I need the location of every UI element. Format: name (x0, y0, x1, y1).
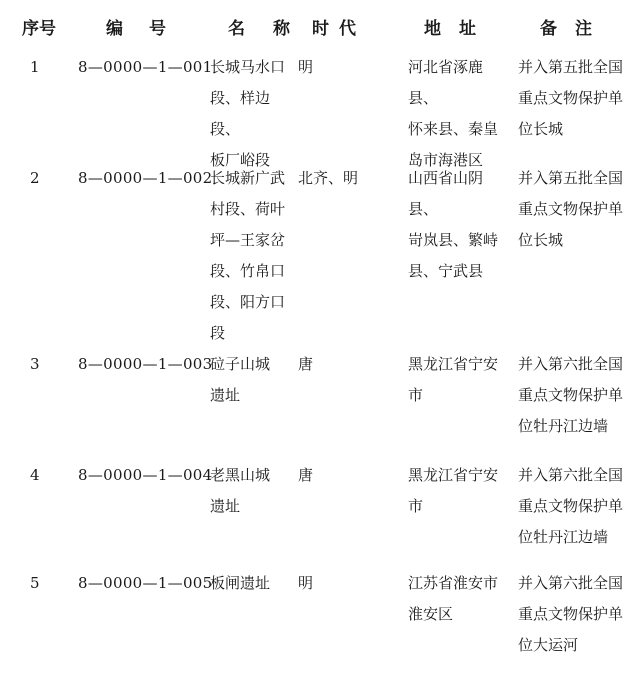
header-note (540, 14, 592, 39)
header-code-char-1: 编 (106, 19, 123, 39)
cell-location: 黑龙江省宁安市 (408, 355, 499, 404)
cell-location: 河北省涿鹿县、 怀来县、秦皇 岛市海港区 (408, 58, 499, 169)
header-era-char-2: 代 (339, 19, 356, 39)
cell-location: 黑龙江省宁安市 (408, 466, 499, 515)
cell-name: 砬子山城 遗址 (210, 355, 271, 404)
cell-code: 8—0000—1—003 (78, 355, 213, 373)
header-location-char-1: 地 (424, 19, 441, 39)
cell-code: 8—0000—1—004 (78, 466, 213, 484)
cell-name: 长城马水口 段、样边段、 板厂峪段 (210, 58, 286, 169)
cell-location: 山西省山阴县、 岢岚县、繁峙 县、宁武县 (408, 169, 499, 280)
header-location (424, 14, 476, 39)
header-seq-char-2: 号 (39, 19, 56, 39)
header-name-char-1: 名 (228, 19, 245, 39)
table-row (0, 52, 640, 169)
table-row (0, 460, 640, 568)
header-code (106, 14, 166, 39)
cell-era: 唐 (298, 355, 314, 373)
cell-name: 板闸遗址 (210, 574, 271, 592)
cell-seq: 3 (30, 355, 40, 373)
header-name-char-2: 称 (273, 19, 290, 39)
cell-seq: 1 (30, 58, 40, 76)
cell-code: 8—0000—1—001 (78, 58, 213, 76)
header-code-char-2: 号 (149, 19, 166, 39)
cell-name: 长城新广武 村段、荷叶 坪—王家岔 段、竹帛口 段、阳方口段 (210, 169, 286, 342)
table-body (0, 52, 640, 668)
cell-era: 唐 (298, 466, 314, 484)
cell-note: 并入第六批全国 重点文物保护单 位大运河 (518, 574, 624, 654)
cell-code: 8—0000—1—005 (78, 574, 213, 592)
header-location-char-2: 址 (459, 19, 476, 39)
header-era-char-1: 时 (312, 19, 329, 39)
cell-seq: 2 (30, 169, 40, 187)
cell-note: 并入第五批全国 重点文物保护单 位长城 (518, 169, 624, 249)
table-header-row (0, 14, 640, 42)
cell-era: 明 (298, 58, 314, 76)
header-note-char-2: 注 (575, 19, 592, 39)
header-seq (22, 14, 56, 39)
cell-note: 并入第六批全国 重点文物保护单 位牡丹江边墙 (518, 355, 624, 435)
cell-name: 老黑山城 遗址 (210, 466, 271, 515)
cell-seq: 5 (30, 574, 40, 592)
cell-code: 8—0000—1—002 (78, 169, 213, 187)
cell-location: 江苏省淮安市 淮安区 (408, 574, 499, 623)
cell-note: 并入第五批全国 重点文物保护单 位长城 (518, 58, 624, 138)
header-name (228, 14, 290, 39)
header-note-char-1: 备 (540, 19, 557, 39)
header-seq-char-1: 序 (22, 19, 39, 39)
cell-seq: 4 (30, 466, 40, 484)
table-row (0, 349, 640, 460)
cell-era: 明 (298, 574, 314, 592)
header-era (312, 14, 356, 39)
cell-note: 并入第六批全国 重点文物保护单 位牡丹江边墙 (518, 466, 624, 546)
table-row (0, 163, 640, 349)
table-row (0, 568, 640, 668)
cell-era: 北齐、明 (298, 169, 359, 187)
